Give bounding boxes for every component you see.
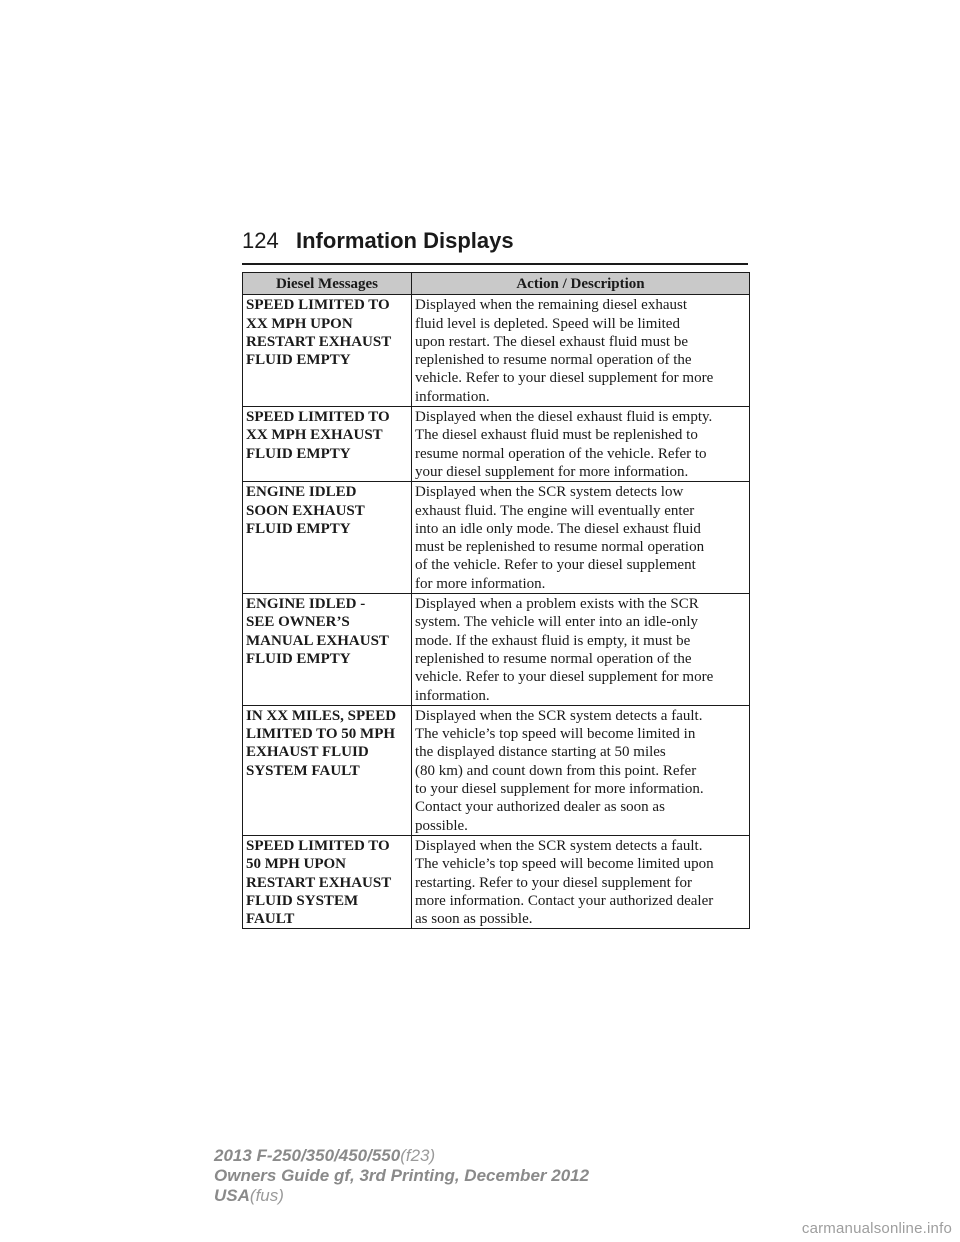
table-row <box>243 295 750 407</box>
column-header-description: Action / Description <box>412 273 750 295</box>
table-row <box>243 407 750 482</box>
table-row <box>243 705 750 835</box>
footer-model-code: (f23) <box>400 1146 436 1165</box>
diesel-messages-table <box>242 272 750 929</box>
message-cell: SPEED LIMITED TO XX MPH EXHAUST FLUID EMPTY <box>243 407 412 482</box>
watermark: carmanualsonline.info <box>801 1220 952 1237</box>
table-row <box>243 835 750 928</box>
table-row <box>243 594 750 706</box>
message-cell: SPEED LIMITED TO XX MPH UPON RESTART EXHAUST FLUID EMPTY <box>243 295 412 407</box>
description-cell: Displayed when the SCR system detects low exhaust fluid. The engine will eventually enter into an idle only mode. The diesel exhaust fluid must be replenished to resume normal operation of the vehicle. Refer to your diesel supplement for more information. <box>412 482 750 594</box>
description-cell: Displayed when the diesel exhaust fluid is empty. The diesel exhaust fluid must be replenished to resume normal operation of the vehicle. Refer to your diesel supplement for more information. <box>412 407 750 482</box>
header-rule <box>242 263 748 265</box>
description-cell: Displayed when the SCR system detects a fault. The vehicle’s top speed will become limited in the displayed distance starting at 50 miles (80 km) and count down from this point. Refer to your diesel supplement for more information. Contact your authorized dealer as soon as possible. <box>412 705 750 835</box>
footer-region: USA <box>214 1186 250 1205</box>
message-cell: ENGINE IDLED SOON EXHAUST FLUID EMPTY <box>243 482 412 594</box>
column-header-messages: Diesel Messages <box>243 273 412 295</box>
description-cell: Displayed when the remaining diesel exhaust fluid level is depleted. Speed will be limited upon restart. The diesel exhaust fluid must be replenished to resume normal operation of the vehicle. Refer to your diesel supplement for more information. <box>412 295 750 407</box>
message-cell: ENGINE IDLED - SEE OWNER’S MANUAL EXHAUST FLUID EMPTY <box>243 594 412 706</box>
footer-printing: Owners Guide gf, 3rd Printing, December 2012 <box>214 1166 590 1185</box>
page-number: 124 <box>242 228 279 253</box>
footer-line-region <box>214 1186 589 1206</box>
footer-region-code: (fus) <box>249 1186 284 1205</box>
description-cell: Displayed when the SCR system detects a fault. The vehicle’s top speed will become limited upon restarting. Refer to your diesel supplement for more information. Contact your authorized dealer as soon as possible. <box>412 835 750 928</box>
description-cell: Displayed when a problem exists with the SCR system. The vehicle will enter into an idle-only mode. If the exhaust fluid is empty, it must be replenished to resume normal operation of the vehicle. Refer to your diesel supplement for more information. <box>412 594 750 706</box>
table-header-row <box>243 273 750 295</box>
footer-line-printing <box>214 1166 589 1186</box>
footer-line-model <box>214 1146 589 1166</box>
message-cell: SPEED LIMITED TO 50 MPH UPON RESTART EXHAUST FLUID SYSTEM FAULT <box>243 835 412 928</box>
footer-model: 2013 F-250/350/450/550 <box>214 1146 401 1165</box>
page-header <box>242 228 748 262</box>
section-title: Information Displays <box>296 228 514 253</box>
table-row <box>243 482 750 594</box>
message-cell: IN XX MILES, SPEED LIMITED TO 50 MPH EXHAUST FLUID SYSTEM FAULT <box>243 705 412 835</box>
document-footer <box>214 1146 589 1206</box>
